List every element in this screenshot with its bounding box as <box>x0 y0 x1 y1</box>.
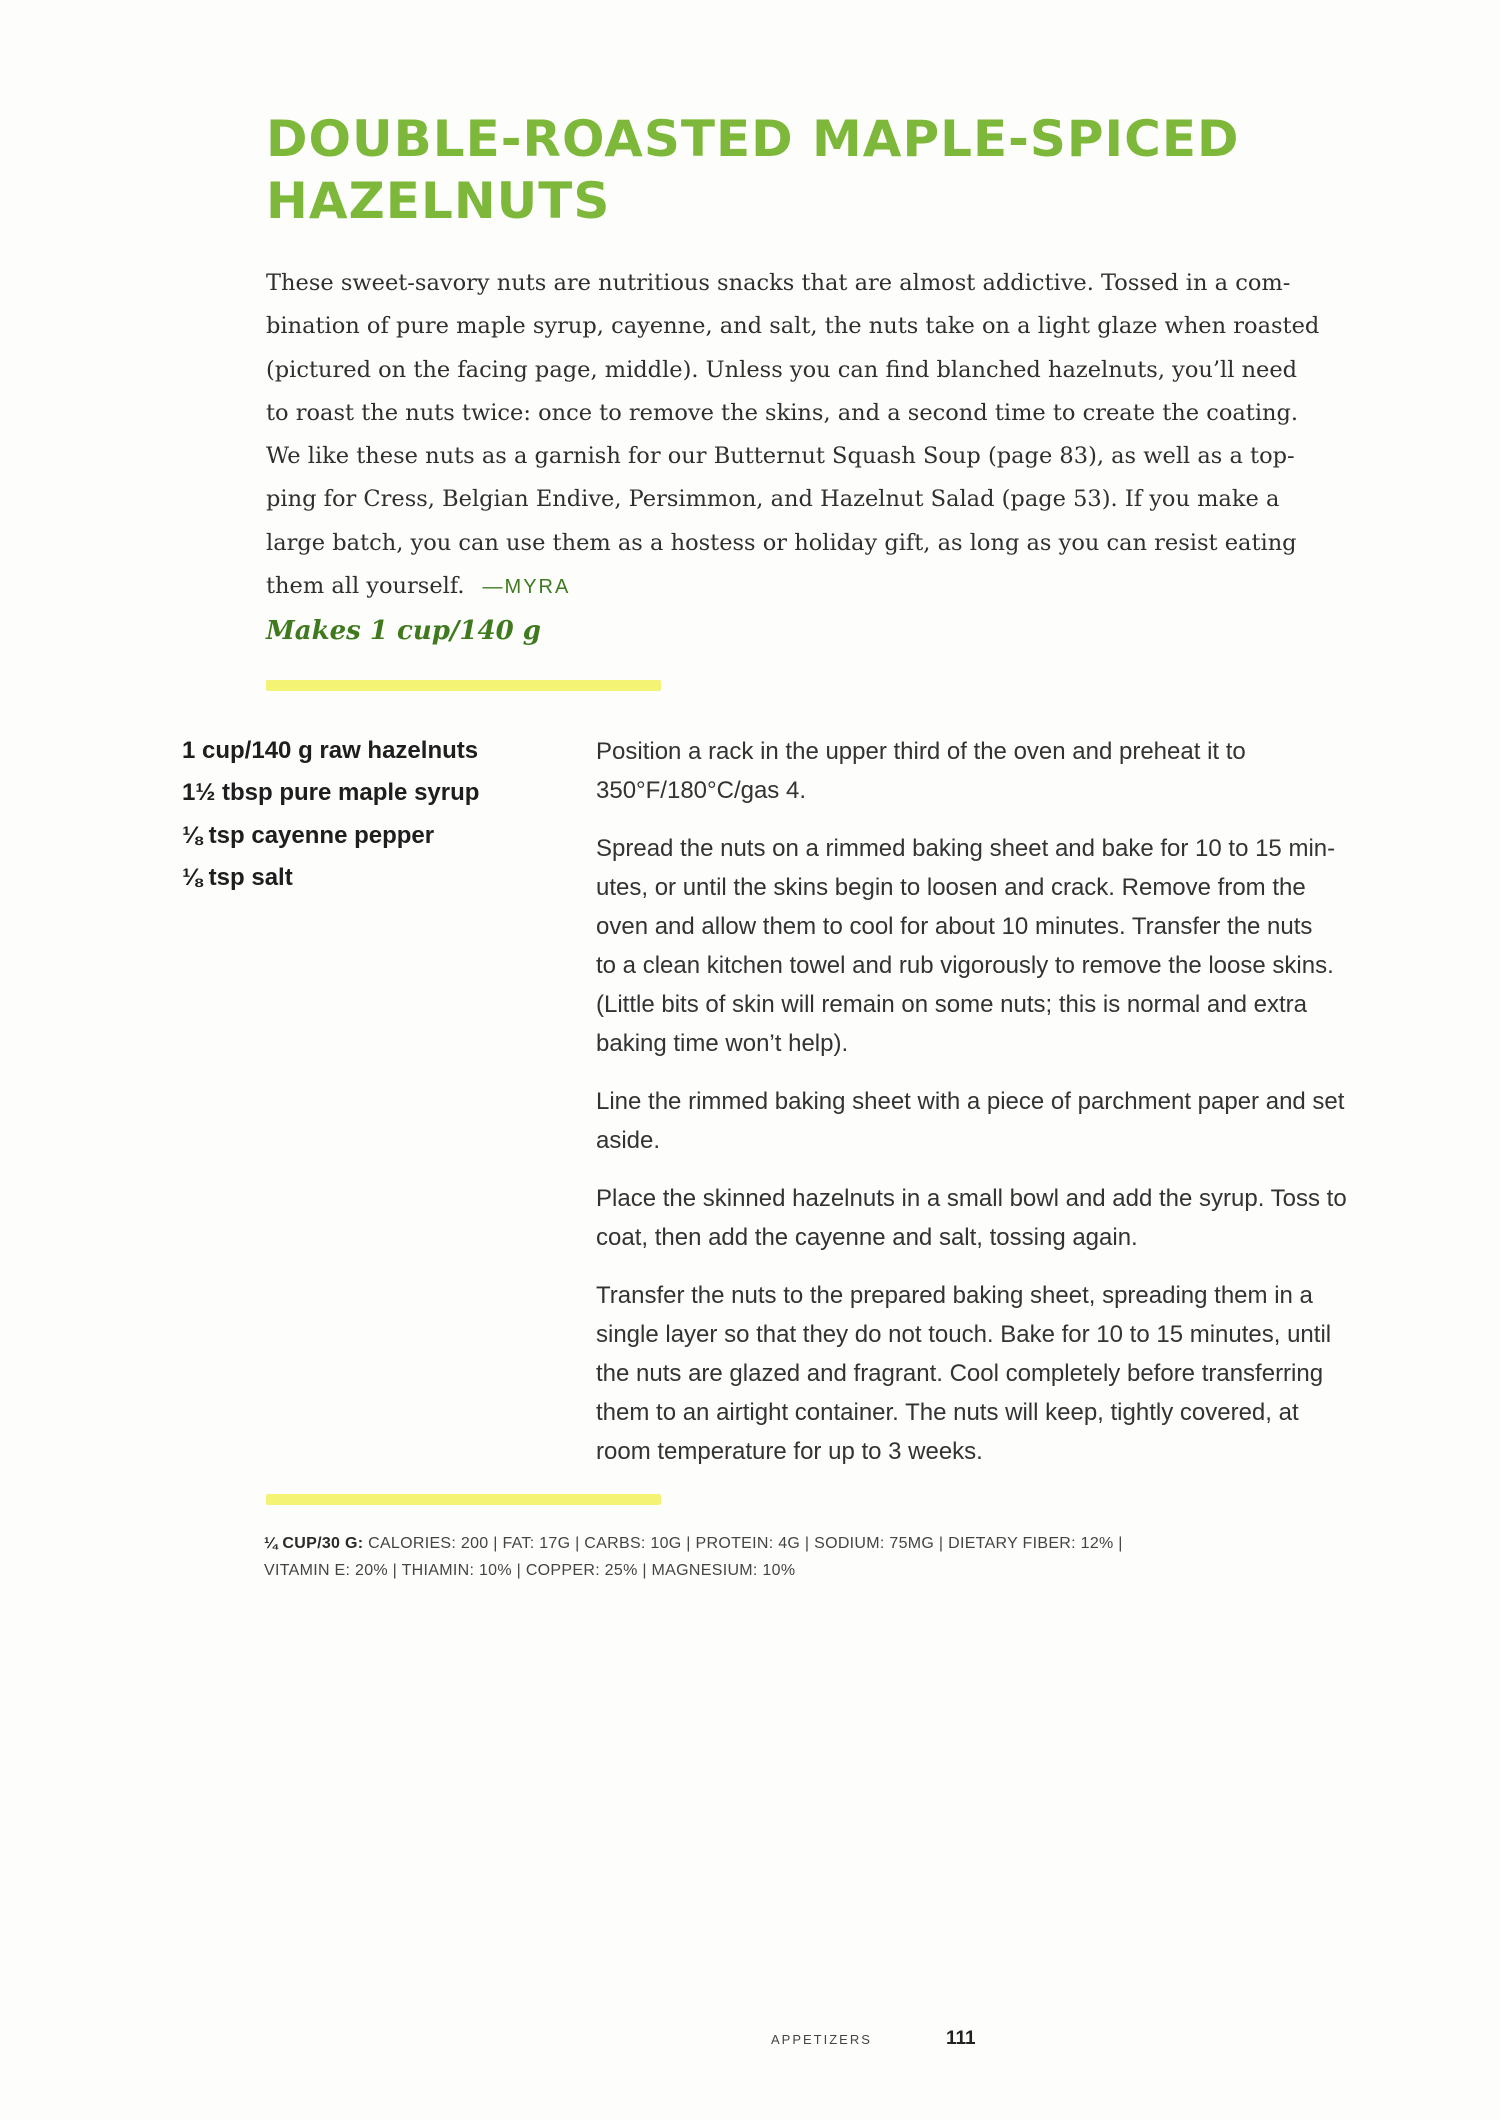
footer-section-name: APPETIZERS <box>771 2032 872 2047</box>
method-step-1 <box>596 732 1396 810</box>
intro-line-text: them all yourself. <box>266 573 465 600</box>
highlighter-divider-bottom <box>266 1494 661 1505</box>
intro-line: (pictured on the facing page, middle). Unless you can find blanched hazelnuts, you’ll need <box>266 356 1298 383</box>
step-line: baking time won’t help). <box>596 1030 849 1057</box>
ingredient-item: 1 cup/140 g raw hazelnuts <box>182 737 479 764</box>
step-line: single layer so that they do not touch. Bake for 10 to 15 minutes, until <box>596 1321 1332 1348</box>
highlighter-divider-top <box>266 680 661 691</box>
intro-line: to roast the nuts twice: once to remove the skins, and a second time to create the coating. <box>266 399 1299 426</box>
step-line: room temperature for up to 3 weeks. <box>596 1438 983 1465</box>
recipe-title-line-2: HAZELNUTS <box>266 172 611 230</box>
method-step-3 <box>596 1082 1396 1160</box>
method-step-4 <box>596 1179 1396 1257</box>
intro-line: We like these nuts as a garnish for our Butternut Squash Soup (page 83), as well as a top- <box>266 443 1295 470</box>
step-line: (Little bits of skin will remain on some nuts; this is normal and extra <box>596 991 1307 1018</box>
method-step-2 <box>596 829 1396 1063</box>
ingredient-list <box>182 730 512 899</box>
intro-line: large batch, you can use them as a hostess or holiday gift, as long as you can resist eating <box>266 529 1297 556</box>
recipe-intro <box>266 262 1391 609</box>
recipe-author: —MYRA <box>482 576 571 599</box>
intro-line: These sweet-savory nuts are nutritious snacks that are almost addictive. Tossed in a com- <box>266 270 1291 296</box>
step-line: them to an airtight container. The nuts will keep, tightly covered, at <box>596 1399 1299 1426</box>
nutrition-serving: ¼ CUP/30 G: <box>264 1535 364 1552</box>
method-step-5 <box>596 1276 1396 1471</box>
step-line: aside. <box>596 1127 661 1154</box>
recipe-title-line-1: DOUBLE-ROASTED MAPLE-SPICED <box>266 110 1240 168</box>
nutrition-line-1 <box>264 1530 1364 1557</box>
nutrition-info <box>264 1530 1364 1584</box>
step-line: Place the skinned hazelnuts in a small bowl and add the syrup. Toss to <box>596 1185 1347 1212</box>
ingredient-item: 1½ tbsp pure maple syrup <box>182 779 480 807</box>
intro-line: ping for Cress, Belgian Endive, Persimmon, and Hazelnut Salad (page 53). If you make a <box>266 486 1280 513</box>
step-line: Spread the nuts on a rimmed baking sheet and bake for 10 to 15 min- <box>596 835 1336 862</box>
ingredient-item: ⅛ tsp cayenne pepper <box>182 821 435 849</box>
step-line: oven and allow them to cool for about 10 minutes. Transfer the nuts <box>596 913 1313 940</box>
step-line: coat, then add the cayenne and salt, tossing again. <box>596 1224 1138 1251</box>
nutrition-values: CALORIES: 200 | FAT: 17G | CARBS: 10G | PROTEIN: 4G | SODIUM: 75MG | DIETARY FIBER: 12% | <box>368 1535 1123 1552</box>
step-line: to a clean kitchen towel and rub vigorously to remove the loose skins. <box>596 952 1334 979</box>
recipe-yield: Makes 1 cup/140 g <box>266 616 541 646</box>
footer-page-number: 111 <box>946 2028 976 2049</box>
step-line: utes, or until the skins begin to loosen and crack. Remove from the <box>596 874 1306 901</box>
nutrition-line-2: VITAMIN E: 20% | THIAMIN: 10% | COPPER: 25% | MAGNESIUM: 10% <box>264 1562 796 1579</box>
method-steps <box>596 732 1396 1490</box>
ingredient-item: ⅛ tsp salt <box>182 863 293 891</box>
step-line: Position a rack in the upper third of the oven and preheat it to <box>596 738 1246 765</box>
intro-line: bination of pure maple syrup, cayenne, and salt, the nuts take on a light glaze when roasted <box>266 313 1320 340</box>
intro-line-last <box>266 565 1391 609</box>
step-line: the nuts are glazed and fragrant. Cool completely before transferring <box>596 1360 1324 1387</box>
step-line: Transfer the nuts to the prepared baking sheet, spreading them in a <box>596 1282 1313 1309</box>
step-line: 350°F/180°C/gas 4. <box>596 777 806 804</box>
recipe-title <box>266 108 1266 232</box>
step-line: Line the rimmed baking sheet with a piece of parchment paper and set <box>596 1088 1345 1115</box>
